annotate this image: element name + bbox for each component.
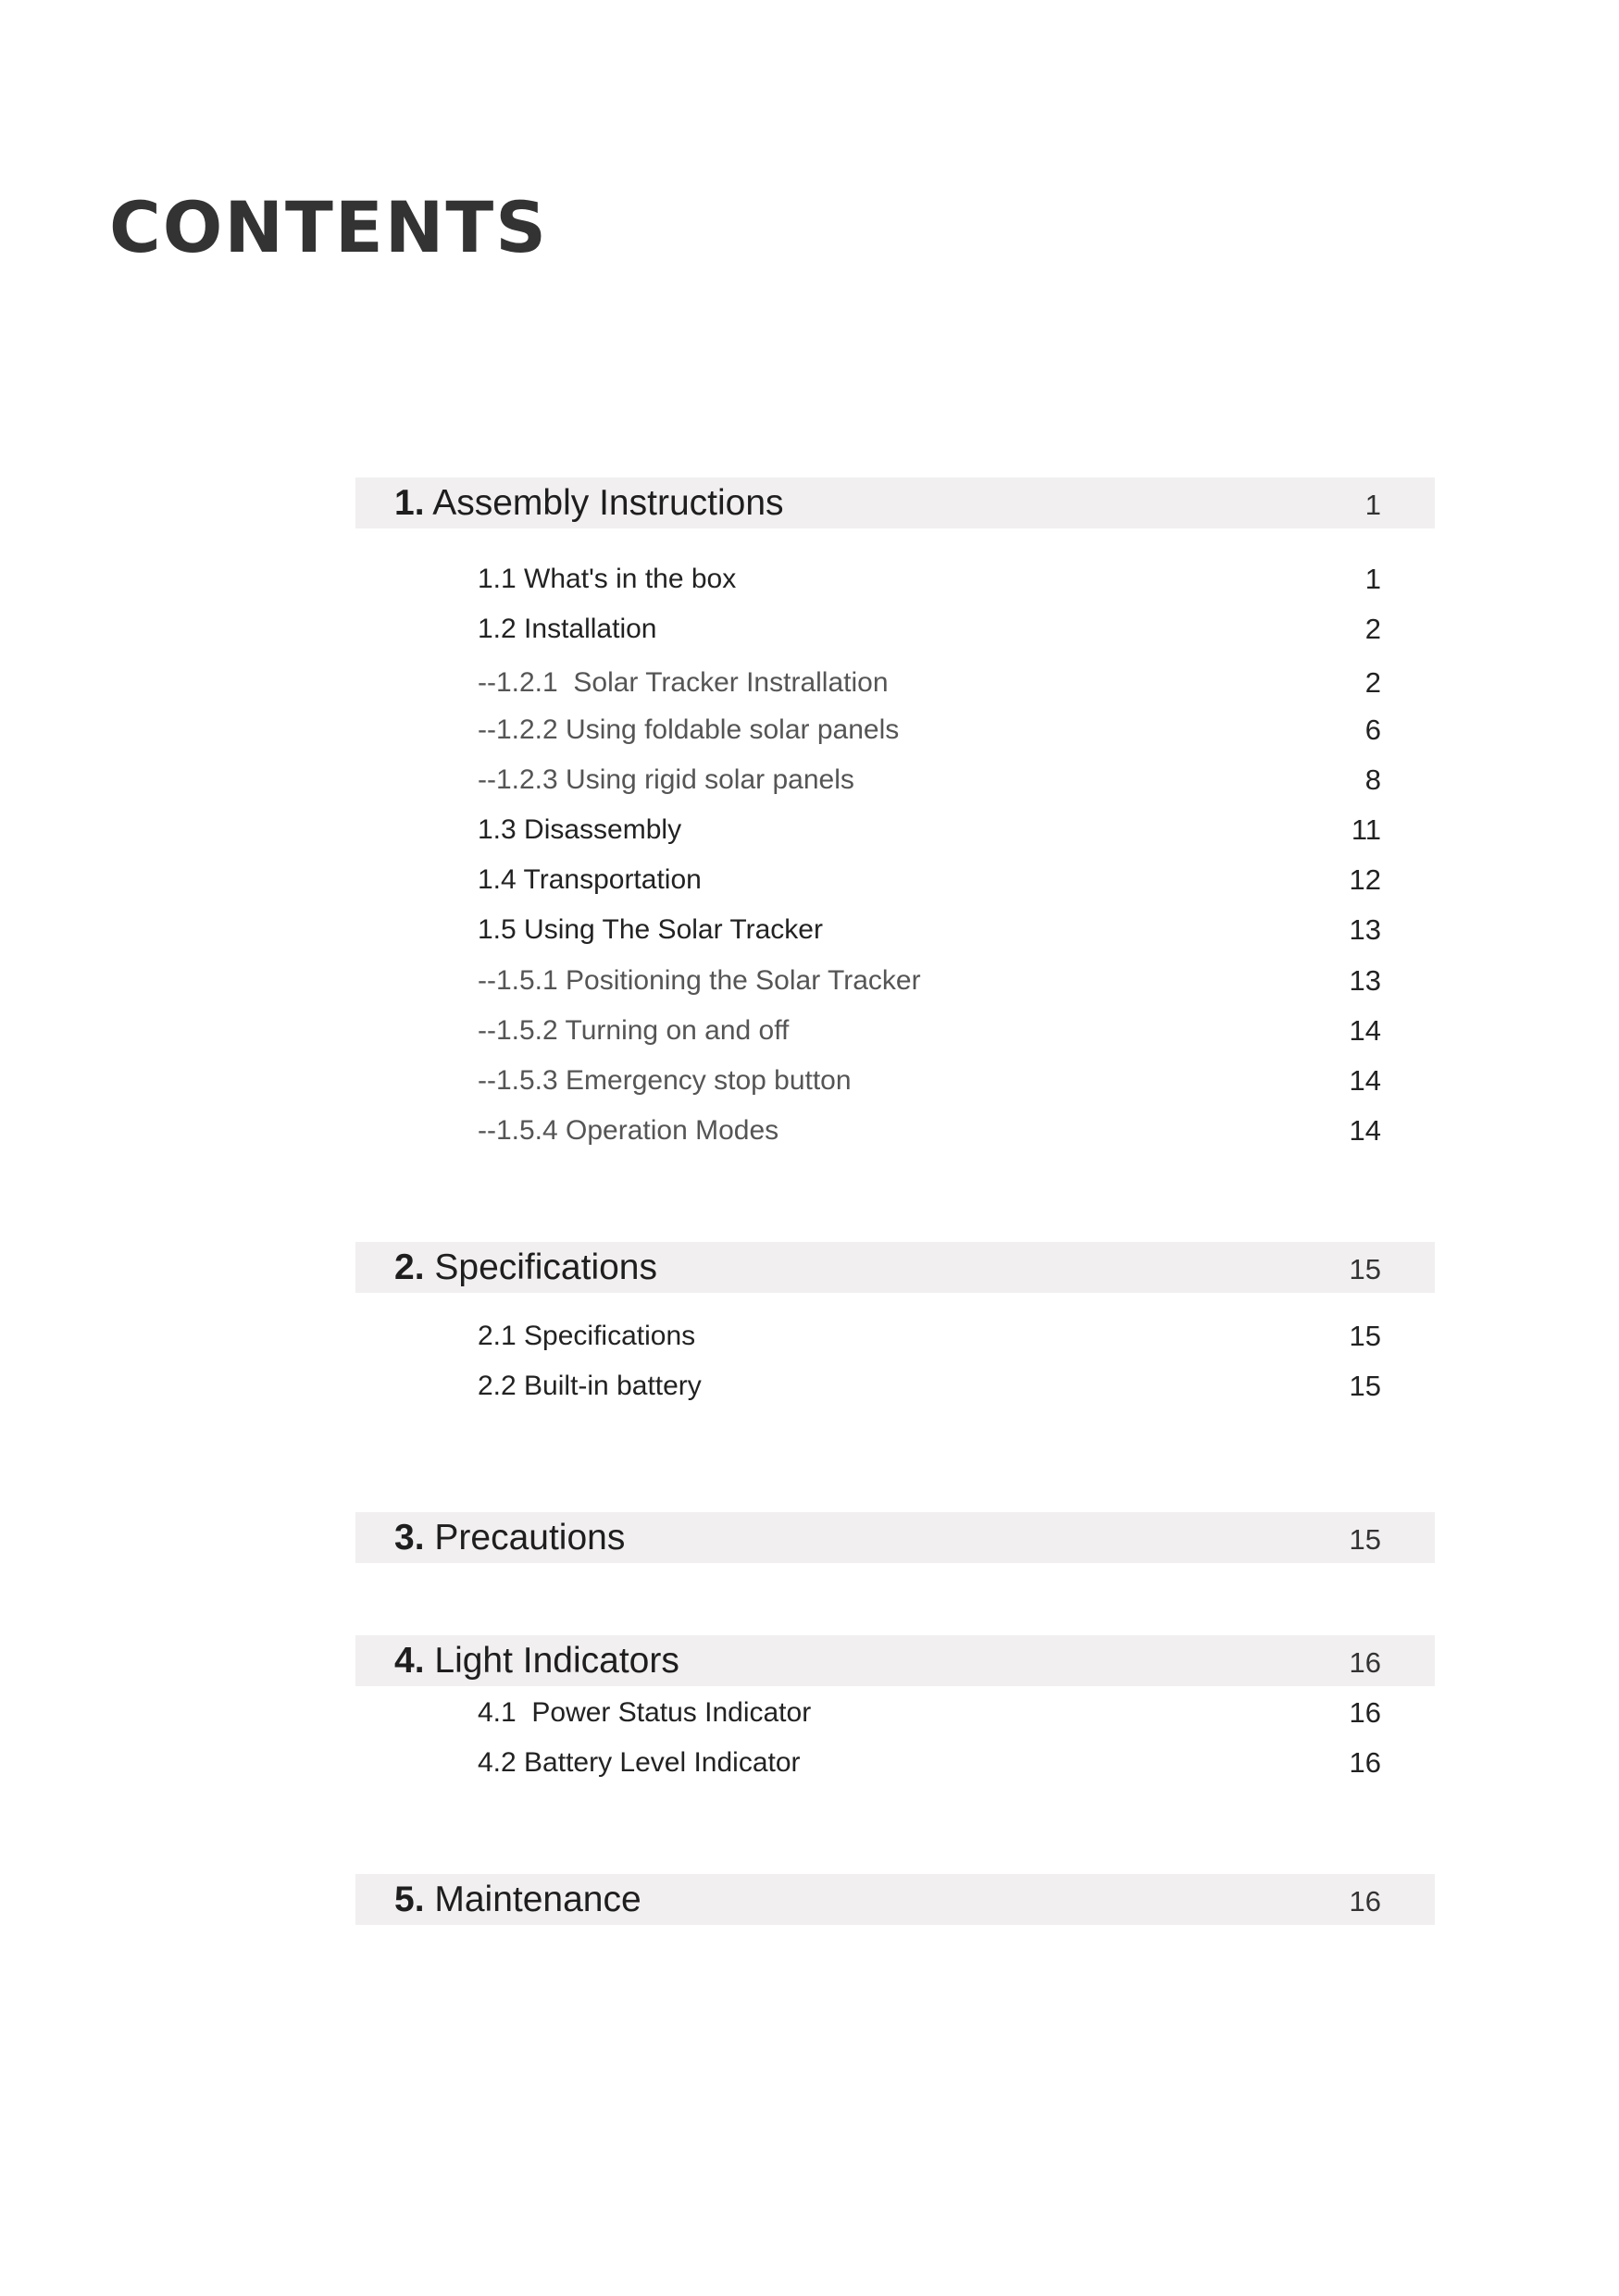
toc-entry-page-number: 14 xyxy=(1349,1064,1381,1097)
toc-entry-label xyxy=(478,855,702,905)
section-heading[interactable] xyxy=(355,478,1435,528)
toc-entry-label xyxy=(478,956,921,1006)
toc-entry-label xyxy=(478,1311,695,1361)
section-page-number: 16 xyxy=(1349,1885,1381,1917)
toc-entry-label xyxy=(478,1006,789,1056)
toc-entry-page-number: 13 xyxy=(1349,913,1381,946)
section-heading-label xyxy=(394,1880,641,1921)
toc-entry-title: --1.5.3 Emergency stop button xyxy=(478,1065,852,1096)
toc-entry-number: 1.3 Disassembly xyxy=(478,814,682,845)
toc-entry-page-number: 16 xyxy=(1349,1746,1381,1779)
section-page-number: 15 xyxy=(1349,1253,1381,1285)
toc-entry-label xyxy=(478,1056,852,1106)
toc-entry[interactable] xyxy=(355,1688,1435,1738)
toc-entry-title: What's in the box xyxy=(516,564,737,594)
toc-entry[interactable] xyxy=(355,554,1435,604)
toc-entry-page-number: 12 xyxy=(1349,863,1381,896)
toc-section xyxy=(355,1874,1435,1925)
section-title: Light Indicators xyxy=(434,1641,679,1681)
toc-entry[interactable] xyxy=(355,1106,1435,1156)
section-page-number: 15 xyxy=(1349,1523,1381,1556)
section-number: 5. xyxy=(394,1880,425,1919)
toc-entry-page-number: 6 xyxy=(1364,714,1381,746)
toc-section xyxy=(355,478,1435,1156)
toc-entry-label xyxy=(478,755,854,805)
toc-entry-number: 1.4 Transportation xyxy=(478,864,702,895)
toc-entry[interactable] xyxy=(355,705,1435,755)
toc-entry-label xyxy=(478,1106,778,1156)
toc-section xyxy=(355,1242,1435,1411)
toc-entry-title: --1.5.4 Operation Modes xyxy=(478,1115,779,1146)
section-title: Assembly Instructions xyxy=(432,483,784,523)
toc-entry[interactable] xyxy=(355,1361,1435,1411)
toc-entry-page-number: 14 xyxy=(1349,1014,1381,1047)
toc-entry[interactable] xyxy=(355,658,1435,705)
toc-entry[interactable] xyxy=(355,1006,1435,1056)
toc-entry-list xyxy=(355,554,1435,1156)
toc-entry-number: 2.1 Specifications xyxy=(478,1321,696,1351)
toc-entry-page-number: 16 xyxy=(1349,1696,1381,1729)
section-heading-label xyxy=(394,1247,657,1289)
toc-entry-page-number: 15 xyxy=(1349,1320,1381,1352)
toc-entry-page-number: 2 xyxy=(1364,613,1381,645)
toc-section xyxy=(355,1512,1435,1563)
toc-entry-label xyxy=(478,805,681,855)
section-heading[interactable] xyxy=(355,1512,1435,1563)
toc-entry-page-number: 13 xyxy=(1349,964,1381,997)
toc-entry-list xyxy=(355,1688,1435,1788)
toc-section xyxy=(355,1635,1435,1788)
toc-entry-number: 4.2 Battery Level Indicator xyxy=(478,1747,801,1778)
toc-entry-number: 1.5 Using The Solar Tracker xyxy=(478,914,823,945)
section-number: 1. xyxy=(394,483,425,523)
toc-entry-page-number: 8 xyxy=(1364,763,1381,796)
toc-entry-title: --1.2.2 Using foldable solar panels xyxy=(478,714,900,745)
toc-entry-page-number: 1 xyxy=(1364,563,1381,595)
toc-entry[interactable] xyxy=(355,905,1435,956)
toc-entry[interactable] xyxy=(355,805,1435,855)
section-heading[interactable] xyxy=(355,1635,1435,1686)
toc-entry-number: 4.1 Power Status Indicator xyxy=(478,1697,812,1728)
toc-entry-label xyxy=(478,1688,811,1738)
toc-entry-title: Installation xyxy=(516,614,657,644)
section-number: 4. xyxy=(394,1641,425,1681)
section-title: Precautions xyxy=(434,1518,626,1558)
section-title: Specifications xyxy=(434,1247,658,1287)
section-heading-label xyxy=(394,483,784,525)
toc-entry-label xyxy=(478,705,899,755)
section-title: Maintenance xyxy=(434,1880,641,1919)
section-number: 2. xyxy=(394,1247,425,1287)
toc-entry-title: --1.2.3 Using rigid solar panels xyxy=(478,764,854,795)
section-heading[interactable] xyxy=(355,1242,1435,1293)
toc-entry-title: --1.5.1 Positioning the Solar Tracker xyxy=(478,965,921,996)
toc-entry-page-number: 2 xyxy=(1364,666,1381,699)
toc-entry[interactable] xyxy=(355,755,1435,805)
section-heading[interactable] xyxy=(355,1874,1435,1925)
section-heading-label xyxy=(394,1641,679,1682)
toc-entry-label xyxy=(478,905,823,955)
section-page-number: 1 xyxy=(1364,489,1381,521)
toc-entry-page-number: 14 xyxy=(1349,1114,1381,1147)
toc-entry-number: 1.1 xyxy=(478,564,517,594)
toc-entry[interactable] xyxy=(355,1056,1435,1106)
toc-entry-title: --1.2.1 Solar Tracker Instrallation xyxy=(478,667,889,698)
section-heading-label xyxy=(394,1518,625,1559)
page-title: CONTENTS xyxy=(109,186,548,268)
toc-entry[interactable] xyxy=(355,956,1435,1006)
toc-entry-number: 1.2 xyxy=(478,614,517,644)
toc-entry-page-number: 15 xyxy=(1349,1370,1381,1402)
toc-entry[interactable] xyxy=(355,604,1435,658)
toc-entry-label xyxy=(478,1361,702,1411)
toc-entry[interactable] xyxy=(355,855,1435,905)
toc-entry-label xyxy=(478,658,889,708)
section-number: 3. xyxy=(394,1518,425,1558)
toc-entry-label xyxy=(478,1738,801,1788)
toc-entry-label xyxy=(478,604,656,654)
toc-entry-number: 2.2 Built-in battery xyxy=(478,1371,702,1401)
toc-entry-title: --1.5.2 Turning on and off xyxy=(478,1015,790,1046)
section-page-number: 16 xyxy=(1349,1646,1381,1679)
toc-entry-label xyxy=(478,554,736,604)
toc-entry-list xyxy=(355,1311,1435,1411)
toc-entry-page-number: 11 xyxy=(1351,813,1381,846)
toc-entry[interactable] xyxy=(355,1311,1435,1361)
toc-entry[interactable] xyxy=(355,1738,1435,1788)
